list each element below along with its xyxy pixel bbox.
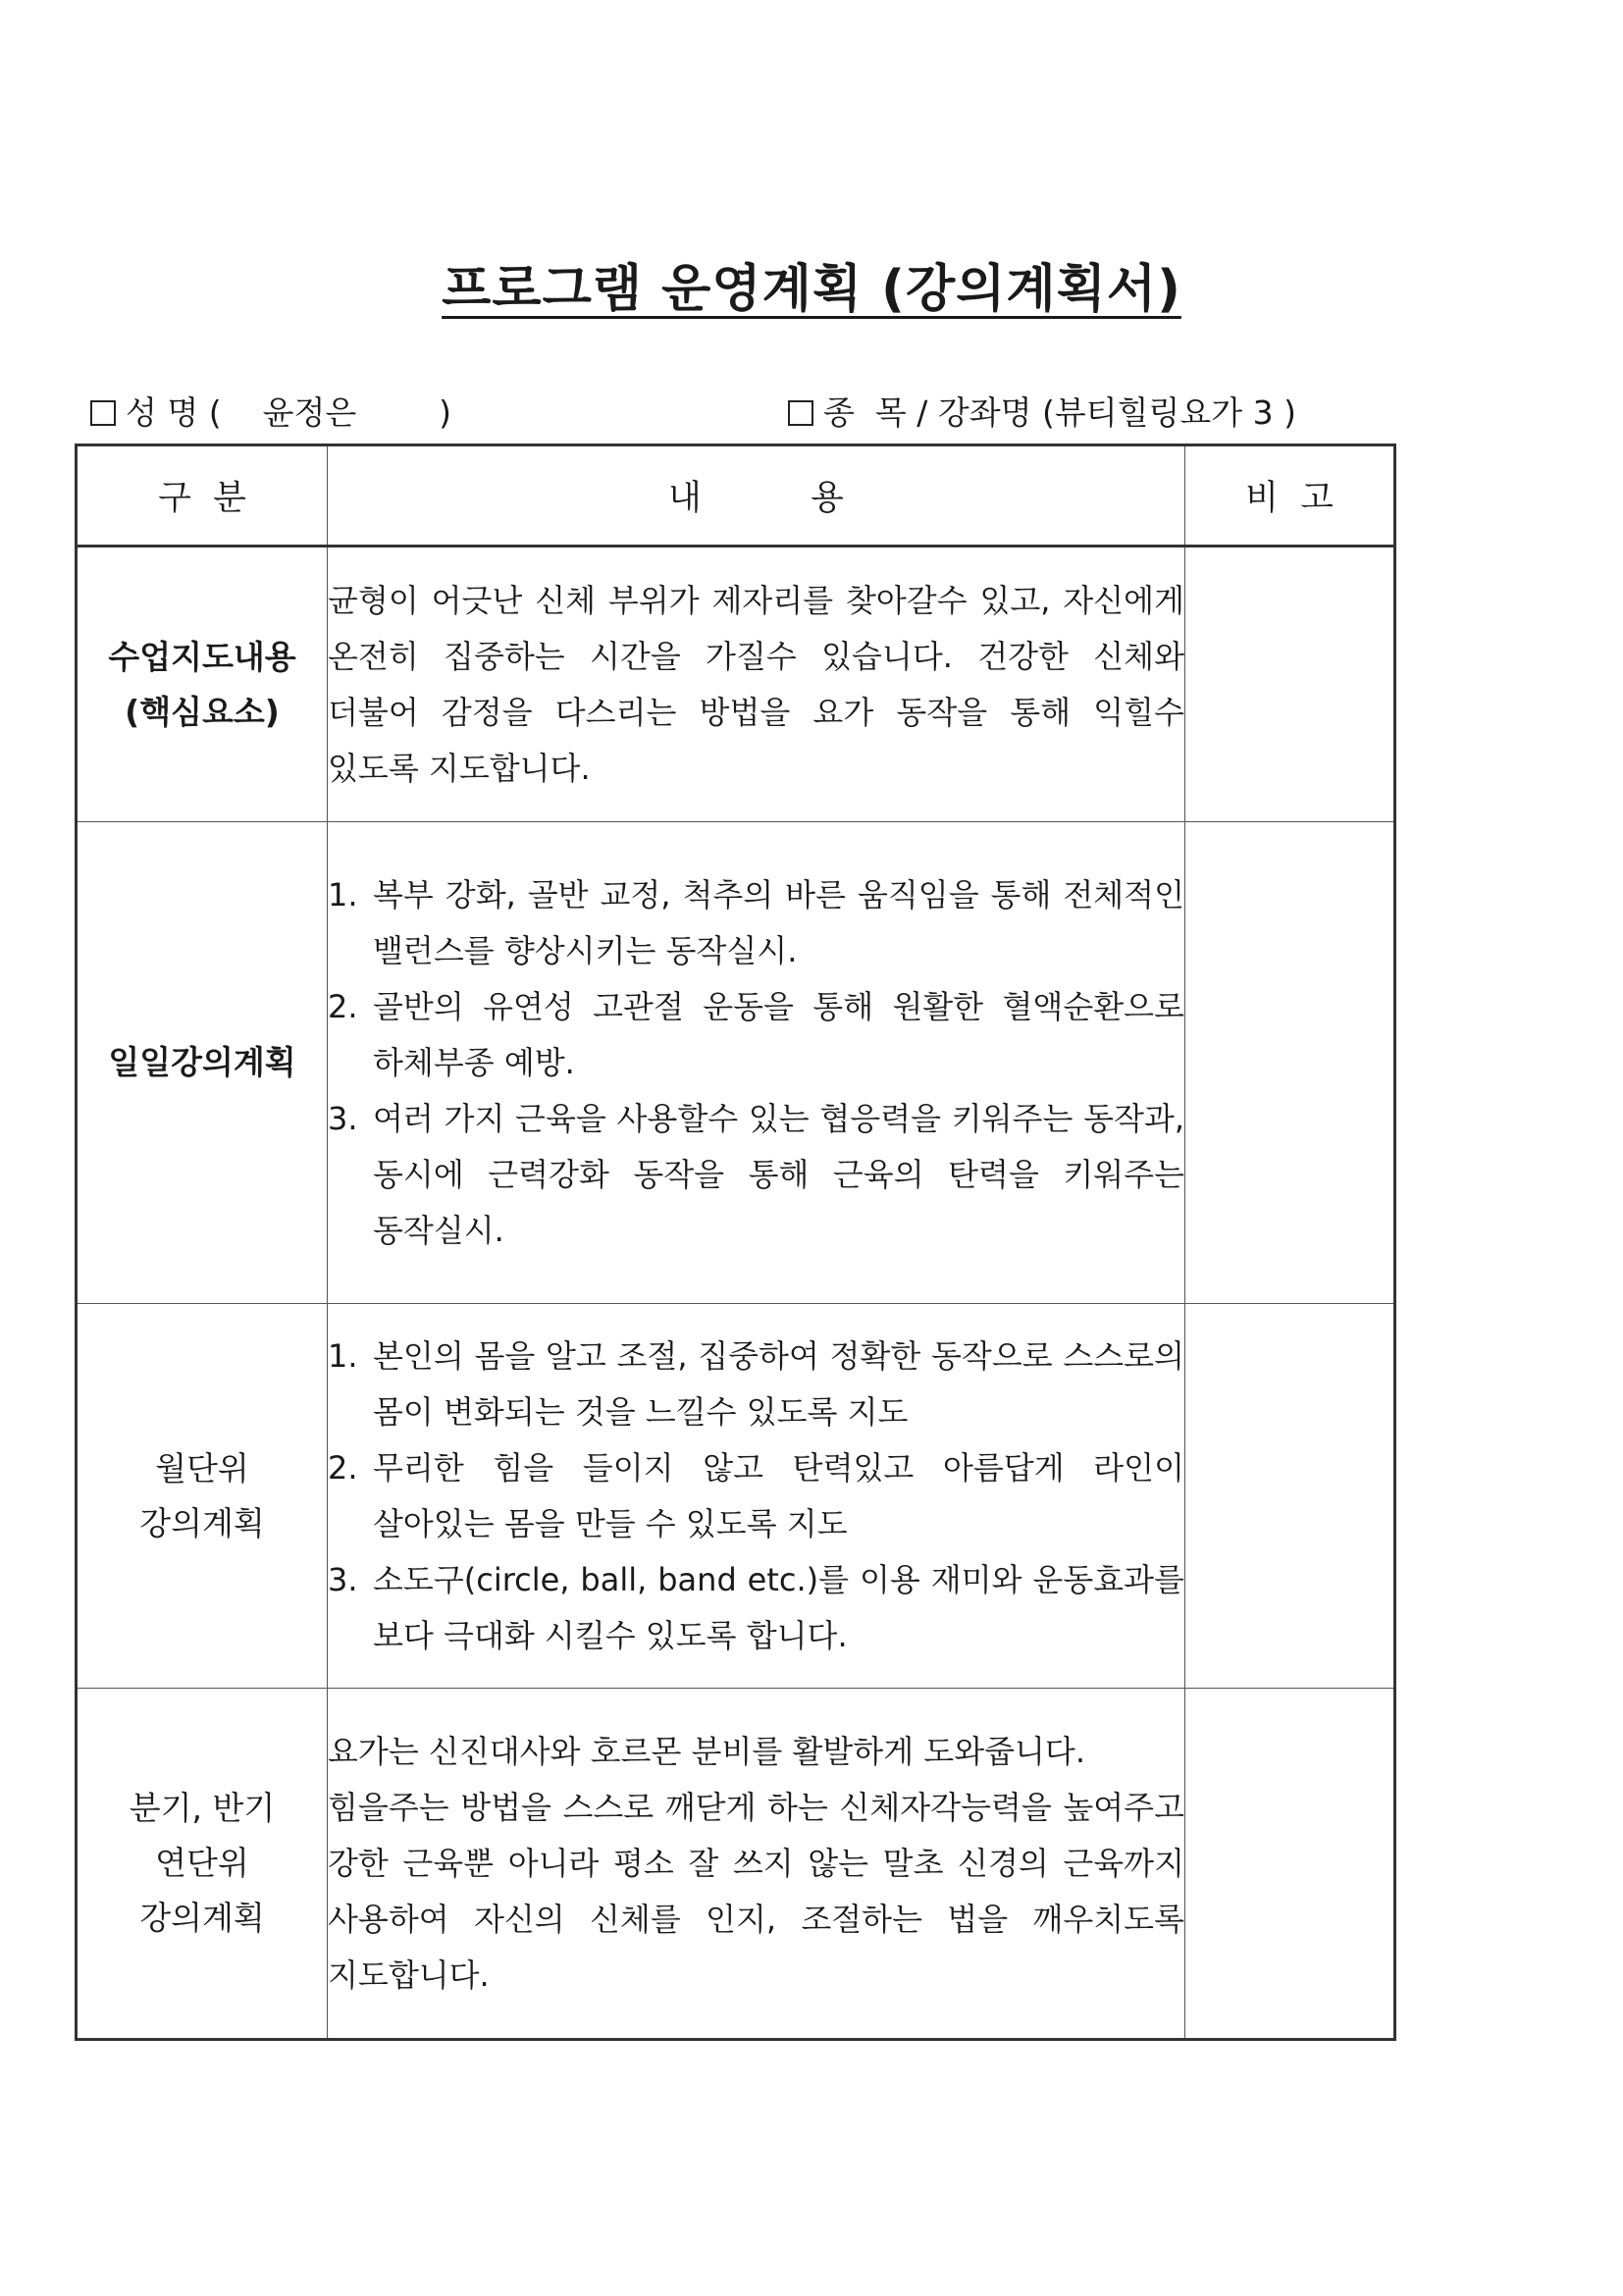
row-label-line: 분기, 반기 <box>129 1789 276 1827</box>
list-item-text: 소도구(circle, ball, band etc.)를 이용 재미와 운동효과를 보다 극대화 시킬수 있도록 합니다. <box>373 1560 1184 1654</box>
list-item-text: 골반의 유연성 고관절 운동을 통해 원활한 혈액순환으로 하체부종 예방. <box>373 987 1184 1081</box>
row-label <box>77 1304 328 1689</box>
row-remarks-cell <box>1185 822 1395 1304</box>
table-row-daily-plan <box>77 822 1395 1304</box>
header-category: 구 분 <box>77 445 328 547</box>
list-item-number: 2. <box>328 1448 358 1487</box>
name-field <box>90 388 451 434</box>
list-item-number: 3. <box>328 1560 358 1598</box>
page-title <box>0 247 1623 321</box>
list-item <box>328 1440 1184 1552</box>
content-paragraph: 힘을주는 방법을 스스로 깨닫게 하는 신체자각능력을 높여주고 강한 근육뿐 아니라 평소 잘 쓰지 않는 말초 신경의 근육까지 사용하여 자신의 신체를 인지, 조절하는 법을 깨우치도록 지도합니다. <box>328 1788 1184 1994</box>
list-item-number: 3. <box>328 1099 358 1137</box>
list-item-text: 복부 강화, 골반 교정, 척추의 바른 움직임을 통해 전체적인 밸런스를 향상시키는 동작실시. <box>373 875 1184 969</box>
row-remarks-cell <box>1185 547 1395 822</box>
row-label <box>77 547 328 822</box>
list-item-number: 1. <box>328 1336 358 1375</box>
row-label-line: 월단위 <box>155 1448 249 1487</box>
list-item-text: 무리한 힘을 들이지 않고 탄력있고 아름답게 라인이 살아있는 몸을 만들 수 있도록 지도 <box>373 1448 1184 1542</box>
checkbox-square-icon <box>90 400 116 426</box>
row-label-line: 강의계획 <box>139 1899 265 1937</box>
row-label-line: 일일강의계획 <box>108 1043 296 1081</box>
row-label-line: 연단위 <box>155 1844 249 1882</box>
row-content <box>328 1304 1185 1689</box>
header-content: 내 용 <box>328 445 1185 547</box>
title-text: 프로그램 운영계획 (강의계획서) <box>442 260 1181 319</box>
content-list <box>328 1329 1184 1664</box>
row-content <box>328 547 1185 822</box>
row-content <box>328 1689 1185 2040</box>
list-item-number: 1. <box>328 875 358 913</box>
plan-table <box>75 444 1396 2041</box>
list-item <box>328 867 1184 979</box>
course-field-text: 종 목 / 강좌명 (뷰티힐링요가 3 ) <box>823 393 1296 432</box>
list-item-text: 여러 가지 근육을 사용할수 있는 협응력을 키워주는 동작과, 동시에 근력강화 동작을 통해 근육의 탄력을 키워주는 동작실시. <box>373 1099 1184 1249</box>
row-label-line: 강의계획 <box>139 1503 265 1542</box>
list-item <box>328 1091 1184 1259</box>
content-list <box>328 867 1184 1259</box>
content-paragraph: 요가는 신진대사와 호르몬 분비를 활발하게 도와줍니다. <box>328 1732 1086 1770</box>
table-row-monthly-plan <box>77 1304 1395 1689</box>
row-label-line: (핵심요소) <box>125 692 280 731</box>
row-label-line: 수업지도내용 <box>108 637 296 676</box>
row-label <box>77 1689 328 2040</box>
name-field-text: 성 명 ( 윤정은 ) <box>126 393 451 432</box>
list-item <box>328 1552 1184 1664</box>
row-label <box>77 822 328 1304</box>
list-item <box>328 979 1184 1091</box>
checkbox-square-icon <box>788 400 813 426</box>
row-content <box>328 822 1185 1304</box>
list-item <box>328 1329 1184 1440</box>
row-remarks-cell <box>1185 1304 1395 1689</box>
row-remarks-cell <box>1185 1689 1395 2040</box>
table-header-row <box>77 445 1395 547</box>
table-row-quarterly-annual-plan <box>77 1689 1395 2040</box>
course-field <box>788 388 1296 434</box>
list-item-number: 2. <box>328 987 358 1025</box>
header-remarks: 비 고 <box>1185 445 1395 547</box>
content-paragraph: 균형이 어긋난 신체 부위가 제자리를 찾아갈수 있고, 자신에게 온전히 집중하는 시간을 가질수 있습니다. 건강한 신체와 더불어 감정을 다스리는 방법을 요가 동작을 통해 익힐수 있도록 지도합니다. <box>328 581 1184 787</box>
table-row-core-content <box>77 547 1395 822</box>
list-item-text: 본인의 몸을 알고 조절, 집중하여 정확한 동작으로 스스로의 몸이 변화되는 것을 느낄수 있도록 지도 <box>373 1336 1184 1431</box>
